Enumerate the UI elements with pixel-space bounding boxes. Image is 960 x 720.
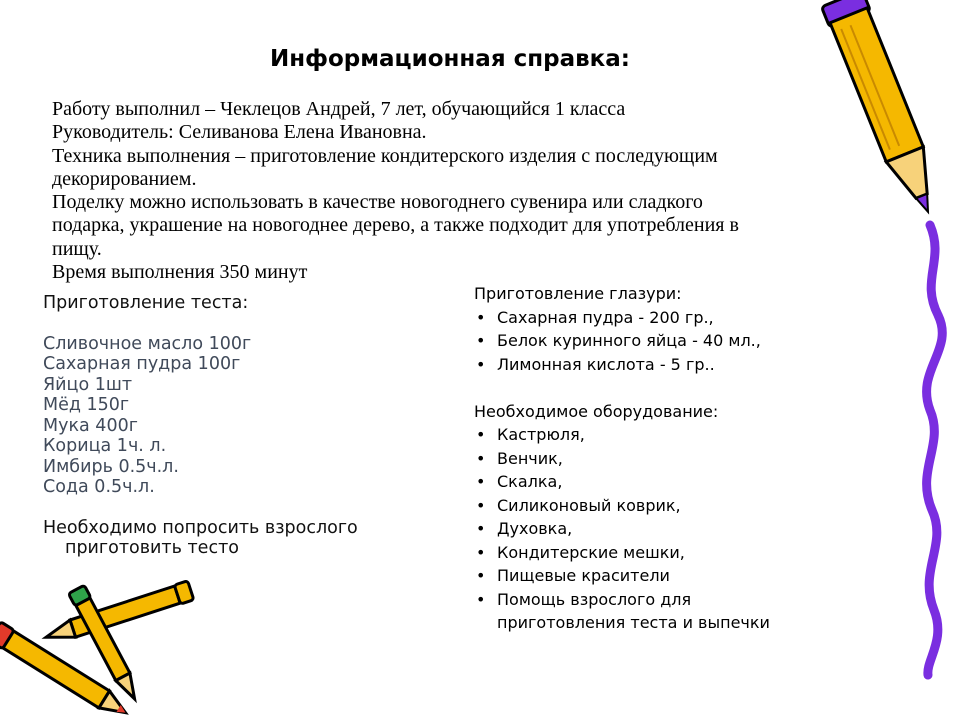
right-column — [474, 282, 854, 635]
dough-note-line: Необходимо попросить взрослого — [43, 517, 358, 538]
dough-section — [43, 293, 453, 559]
info-paragraph — [52, 98, 892, 284]
glaze-heading: Приготовление глазури: — [474, 284, 682, 303]
equipment-item: • Пищевые красители — [474, 564, 854, 588]
equipment-item: • Помощь взрослого для — [474, 588, 854, 612]
dough-note — [43, 518, 453, 559]
info-line-supervisor: Руководитель: Селиванова Елена Ивановна. — [52, 121, 427, 144]
equipment-item: • Венчик, — [474, 447, 854, 471]
pencil-icon — [800, 0, 940, 230]
info-line-duration: Время выполнения 350 минут — [52, 261, 308, 284]
glaze-item: • Лимонная кислота - 5 гр.. — [474, 353, 854, 377]
equipment-list — [474, 423, 854, 635]
equipment-heading: Необходимое оборудование: — [474, 401, 719, 421]
equipment-item-cont: приготовления теста и выпечки — [497, 613, 770, 632]
equipment-item: • Кастрюля, — [474, 423, 854, 447]
info-line-usage: Поделку можно использовать в качестве новогоднего сувенира или сладкого — [52, 191, 703, 214]
crossed-pencils-icon — [0, 580, 200, 715]
equipment-item: • Духовка, — [474, 517, 854, 541]
equipment-item: • Кондитерские мешки, — [474, 541, 854, 565]
dough-note-line: приготовить тесто — [65, 538, 239, 558]
ingredient-item: Корица 1ч. л. — [43, 436, 167, 456]
ingredient-item: Сливочное масло 100г — [43, 333, 252, 354]
equipment-item: • Скалка, — [474, 470, 854, 494]
dough-heading: Приготовление теста: — [43, 293, 249, 313]
info-line-author: Работу выполнил – Чеклецов Андрей, 7 лет, обучающийся 1 класса — [52, 98, 626, 120]
slide-title: Информационная справка: — [270, 46, 630, 72]
info-line-usage-cont: подарка, украшение на новогоднее дерево, а также подходит для употребления в — [52, 214, 739, 237]
squiggle-line — [900, 220, 955, 680]
ingredient-item: Имбирь 0.5ч.л. — [43, 456, 179, 477]
info-line-technique: Техника выполнения – приготовление кондитерского изделия с последующим — [52, 144, 718, 167]
ingredient-item: Яйцо 1шт — [43, 374, 133, 395]
glaze-list — [474, 306, 854, 377]
glaze-item: • Белок куринного яйца - 40 мл., — [474, 329, 854, 353]
ingredient-item: Сода 0.5ч.л. — [43, 477, 155, 497]
glaze-item: • Сахарная пудра - 200 гр., — [474, 306, 854, 330]
info-line-technique-cont: декорированием. — [52, 167, 197, 190]
info-line-usage-end: пищу. — [52, 237, 102, 260]
dough-ingredient-list — [43, 334, 453, 498]
ingredient-item: Сахарная пудра 100г — [43, 354, 241, 374]
ingredient-item: Мука 400г — [43, 415, 138, 436]
equipment-item: • Силиконовый коврик, — [474, 494, 854, 518]
ingredient-item: Мёд 150г — [43, 395, 130, 415]
